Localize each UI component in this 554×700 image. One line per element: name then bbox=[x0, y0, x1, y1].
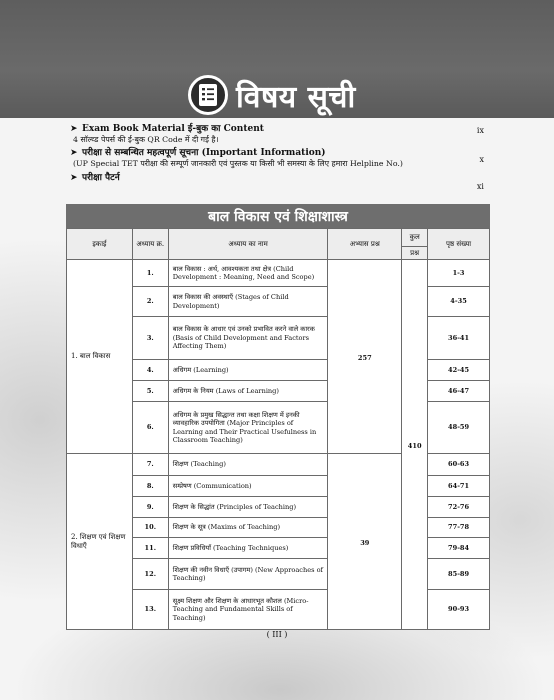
intro-item-title: परीक्षा से सम्बन्धित महत्वपूर्ण सूचना (Important Information) bbox=[82, 148, 326, 158]
intro-item-subtitle: (UP Special TET परीक्षा की सम्पूर्ण जानकारी एवं पुस्तक या किसी भी समस्या के लिए हमारा Helpline No.) bbox=[73, 159, 403, 168]
chapter-number: 4. bbox=[132, 360, 168, 381]
chapter-pages: 90-93 bbox=[428, 590, 490, 630]
chapter-name: सूक्ष्म शिक्षण और शिक्षण के आधारभूत कौशल (Micro-Teaching and Fundamental Skills of Teaching) bbox=[168, 590, 328, 630]
header-pages: पृष्ठ संख्या bbox=[428, 229, 490, 260]
header-unit: इकाई bbox=[67, 229, 133, 260]
unit-name: 2. शिक्षण एवं शिक्षण विधाएँ bbox=[67, 454, 133, 630]
chapter-number: 2. bbox=[132, 287, 168, 317]
intro-item-subtitle: 4 सॉल्व्ड पेपर्स की ई-बुक QR Code में दी गई है। bbox=[73, 135, 219, 144]
chapter-pages: 72-76 bbox=[428, 497, 490, 518]
unit-practice-count: 257 bbox=[328, 260, 402, 454]
chapter-number: 9. bbox=[132, 497, 168, 518]
chapter-name: शिक्षण की नवीन विधाएँ (उपागम) (New Approaches of Teaching) bbox=[168, 559, 328, 590]
arrow-bullet-icon: ➤ bbox=[70, 124, 78, 134]
page-title: विषय सूची bbox=[236, 79, 356, 115]
section-title: बाल विकास एवं शिक्षाशास्त्र bbox=[208, 208, 348, 225]
header-chapter-name: अध्याय का नाम bbox=[168, 229, 328, 260]
chapter-number: 8. bbox=[132, 476, 168, 497]
total-question-count: 410 bbox=[402, 260, 428, 630]
chapter-number: 5. bbox=[132, 381, 168, 402]
contents-table bbox=[66, 228, 490, 630]
list-document-icon bbox=[188, 75, 228, 115]
header-practice: अभ्यास प्रश्न bbox=[328, 229, 402, 260]
chapter-name: बाल विकास के आधार एवं उनको प्रभावित करने वाले कारक (Basis of Child Development and Factors Affecting Them) bbox=[168, 317, 328, 360]
intro-item-title: Exam Book Material ई-बुक का Content bbox=[82, 124, 264, 134]
intro-item bbox=[70, 173, 488, 184]
chapter-pages: 60-63 bbox=[428, 454, 490, 476]
chapter-number: 1. bbox=[132, 260, 168, 287]
chapter-name: शिक्षण के सूत्र (Maxims of Teaching) bbox=[168, 518, 328, 538]
chapter-pages: 85-89 bbox=[428, 559, 490, 590]
header-band bbox=[0, 0, 554, 118]
chapter-name: शिक्षण (Teaching) bbox=[168, 454, 328, 476]
unit-practice-count: 39 bbox=[328, 454, 402, 630]
intro-item bbox=[70, 148, 488, 159]
header-chapter-no: अध्याय क्र. bbox=[132, 229, 168, 260]
header-total: कुल bbox=[402, 229, 428, 247]
chapter-pages: 46-47 bbox=[428, 381, 490, 402]
chapter-number: 3. bbox=[132, 317, 168, 360]
chapter-number: 6. bbox=[132, 402, 168, 454]
header-total-sub: प्रश्न bbox=[402, 247, 428, 260]
page-title-group bbox=[188, 70, 356, 120]
intro-list bbox=[70, 124, 488, 184]
arrow-bullet-icon: ➤ bbox=[70, 148, 78, 158]
table-header-row bbox=[67, 229, 490, 247]
chapter-name: बाल विकास : अर्थ, आवश्यकता तथा क्षेत्र (Child Development : Meaning, Need and Scope) bbox=[168, 260, 328, 287]
intro-page-ref: x bbox=[479, 155, 484, 164]
chapter-number: 7. bbox=[132, 454, 168, 476]
chapter-pages: 48-59 bbox=[428, 402, 490, 454]
intro-page-ref: ix bbox=[476, 126, 484, 135]
intro-page-ref: xi bbox=[476, 182, 484, 191]
chapter-pages: 1-3 bbox=[428, 260, 490, 287]
chapter-name: बाल विकास की अवस्थाएँ (Stages of Child Development) bbox=[168, 287, 328, 317]
chapter-number: 13. bbox=[132, 590, 168, 630]
section-title-band bbox=[66, 204, 490, 228]
chapter-pages: 36-41 bbox=[428, 317, 490, 360]
chapter-number: 11. bbox=[132, 538, 168, 559]
chapter-name: शिक्षण के सिद्धांत (Principles of Teaching) bbox=[168, 497, 328, 518]
chapter-number: 10. bbox=[132, 518, 168, 538]
intro-item bbox=[70, 124, 488, 135]
unit-name: 1. बाल विकास bbox=[67, 260, 133, 454]
chapter-name: अधिगम के नियम (Laws of Learning) bbox=[168, 381, 328, 402]
chapter-name: सम्प्रेषण (Communication) bbox=[168, 476, 328, 497]
chapter-number: 12. bbox=[132, 559, 168, 590]
chapter-pages: 79-84 bbox=[428, 538, 490, 559]
chapter-pages: 77-78 bbox=[428, 518, 490, 538]
chapter-pages: 64-71 bbox=[428, 476, 490, 497]
arrow-bullet-icon: ➤ bbox=[70, 173, 78, 183]
chapter-name: अधिगम के प्रमुख सिद्धान्त तथा कक्षा शिक्षण में इनकी व्यावहारिक उपयोगिता (Major Principles of Learning and Their Practical Usefulness in Classroom Teaching) bbox=[168, 402, 328, 454]
page-number: ( III ) bbox=[266, 630, 288, 639]
chapter-name: शिक्षण प्रविधियाँ (Teaching Techniques) bbox=[168, 538, 328, 559]
table-row bbox=[67, 260, 490, 287]
chapter-pages: 4-35 bbox=[428, 287, 490, 317]
chapter-name: अधिगम (Learning) bbox=[168, 360, 328, 381]
intro-item-title: परीक्षा पैटर्न bbox=[82, 173, 120, 183]
chapter-pages: 42-45 bbox=[428, 360, 490, 381]
